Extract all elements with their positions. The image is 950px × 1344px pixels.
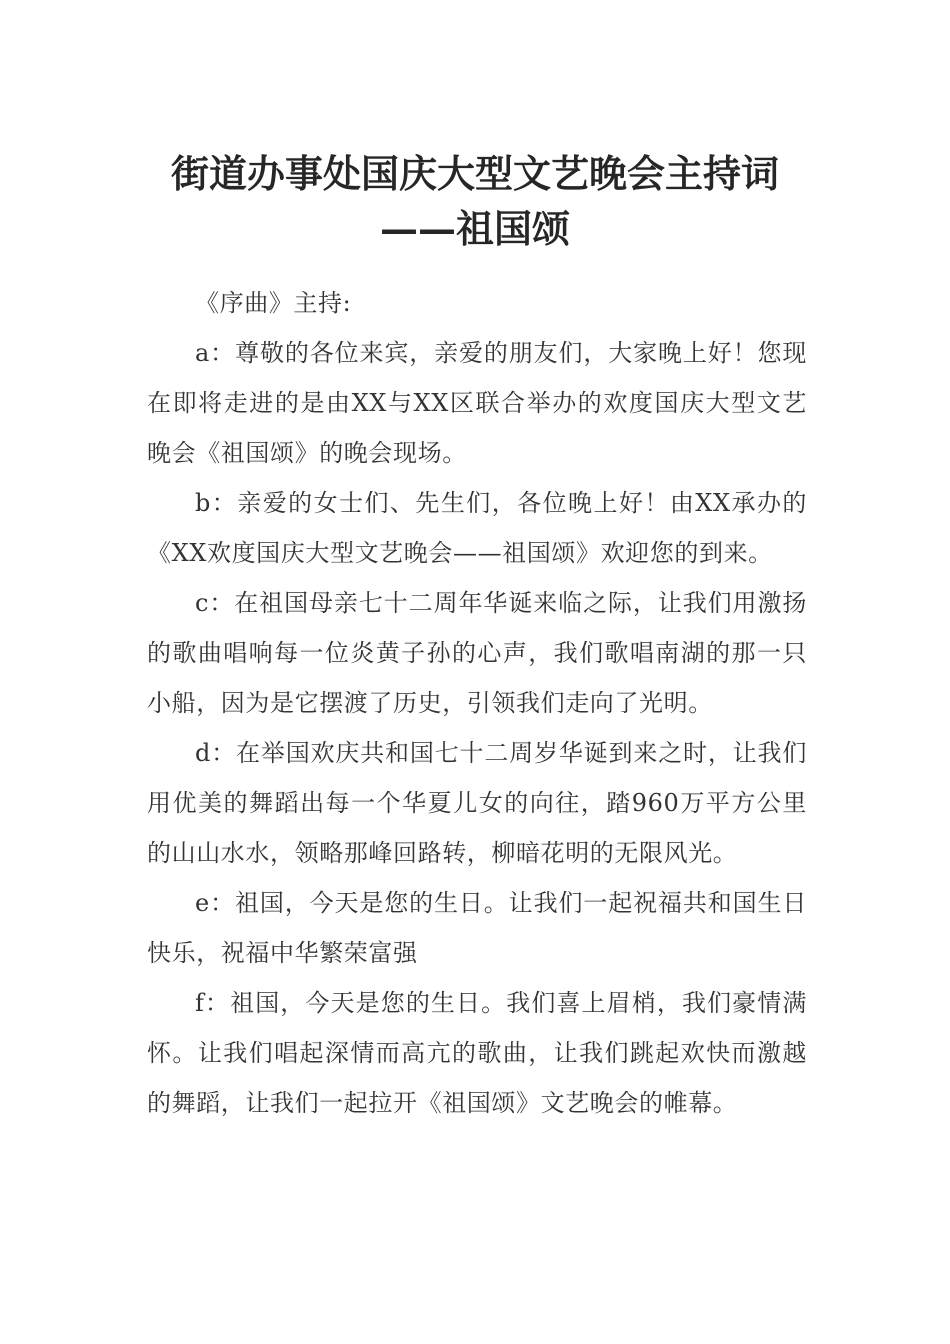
paragraph-host-b: b：亲爱的女士们、先生们，各位晚上好！由XX承办的《XX欢度国庆大型文艺晚会——祖国颂》欢迎您的到来。 [147, 489, 807, 567]
paragraph-prelude: 《序曲》主持: [195, 289, 352, 317]
paragraph-host-f: f：祖国，今天是您的生日。我们喜上眉梢，我们豪情满怀。让我们唱起深情而高亢的歌曲，让我们跳起欢快而激越的舞蹈，让我们一起拉开《祖国颂》文艺晚会的帷幕。 [147, 989, 807, 1117]
paragraph-host-e: e：祖国，今天是您的生日。让我们一起祝福共和国生日快乐，祝福中华繁荣富强 [147, 889, 807, 967]
paragraph-host-c: c：在祖国母亲七十二周年华诞来临之际，让我们用激扬的歌曲唱响每一位炎黄子孙的心声，我们歌唱南湖的那一只小船，因为是它摆渡了历史，引领我们走向了光明。 [147, 589, 807, 717]
paragraph-host-a: a：尊敬的各位来宾，亲爱的朋友们，大家晚上好！您现在即将走进的是由XX与XX区联合举办的欢度国庆大型文艺晚会《祖国颂》的晚会现场。 [147, 339, 807, 467]
document-title: 街道办事处国庆大型文艺晚会主持词——祖国颂 [170, 151, 779, 251]
document-body [147, 278, 807, 1128]
paragraph-host-d: d：在举国欢庆共和国七十二周岁华诞到来之时，让我们用优美的舞蹈出每一个华夏儿女的向往，踏960万平方公里的山山水水，领略那峰回路转，柳暗花明的无限风光。 [147, 739, 807, 867]
